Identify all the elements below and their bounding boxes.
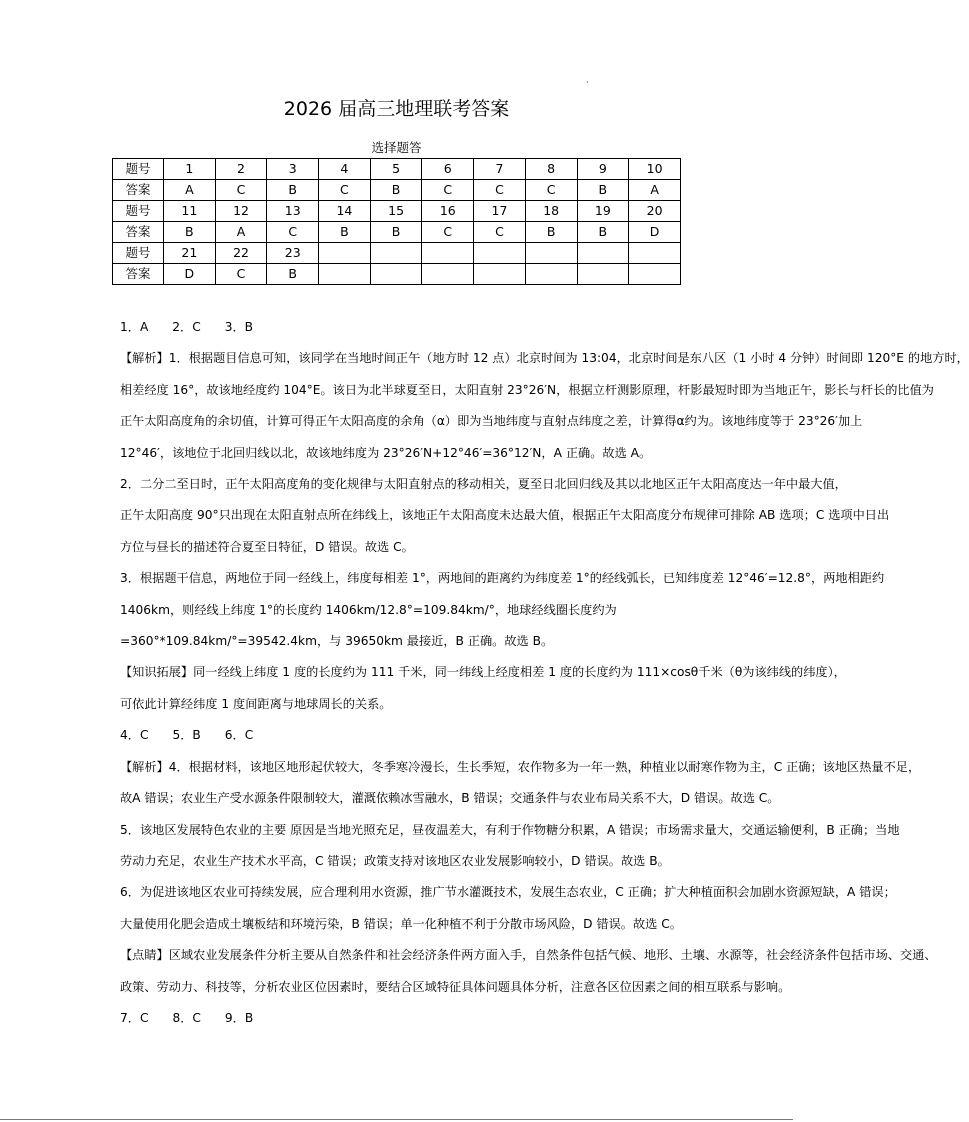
knowledge-note-line: 【知识拓展】同一经线上纬度 1 度的长度约为 111 千米，同一纬线上经度相差 1 度的长度约为 111×cosθ千米（θ为该纬线的纬度）， xyxy=(120,665,846,680)
table-cell xyxy=(319,264,371,285)
table-cell xyxy=(525,264,577,285)
table-cell: 6 xyxy=(422,159,474,180)
table-cell xyxy=(422,264,474,285)
table-cell: C xyxy=(474,180,526,201)
table-cell xyxy=(525,243,577,264)
page-bottom-rule xyxy=(0,1119,793,1120)
table-cell: C xyxy=(215,264,267,285)
explanation-line: 【解析】4．根据材料，该地区地形起伏较大，冬季寒冷漫长，生长季短，农作物多为一年一熟，种植业以耐寒作物为主，C 正确；该地区热量不足， xyxy=(120,759,921,774)
table-row xyxy=(113,159,681,180)
table-cell: 3 xyxy=(267,159,319,180)
table-cell xyxy=(474,243,526,264)
summary-note-line: 【点睛】区域农业发展条件分析主要从自然条件和社会经济条件两方面入手，自然条件包括气候、地形、土壤、水源等，社会经济条件包括市场、交通、 xyxy=(120,948,937,963)
table-cell: C xyxy=(319,180,371,201)
explanation-line: 相差经度 16°，故该地经度约 104°E。该日为北半球夏至日，太阳直射 23°26′N，根据立杆测影原理，杆影最短时即为当地正午，影长与杆长的比值为 xyxy=(120,382,934,397)
table-cell xyxy=(370,264,422,285)
table-cell: C xyxy=(267,222,319,243)
table-cell: B xyxy=(319,222,371,243)
answer-line xyxy=(120,312,676,343)
table-cell: A xyxy=(164,180,216,201)
table-cell xyxy=(422,243,474,264)
table-cell: 5 xyxy=(370,159,422,180)
table-cell: 11 xyxy=(164,201,216,222)
table-cell xyxy=(577,264,629,285)
explanation-line: 5．该地区发展特色农业的主要 原因是当地光照充足，昼夜温差大，有利于作物糖分积累，A 错误；市场需求量大，交通运输便利，B 正确；当地 xyxy=(120,822,900,837)
table-cell: 16 xyxy=(422,201,474,222)
table-cell xyxy=(629,243,681,264)
table-cell: A xyxy=(215,222,267,243)
explanation-line: 1406km，则经线上纬度 1°的长度约 1406km/12.8°=109.84km/°，地球经线圈长度约为 xyxy=(120,602,617,617)
table-cell: 10 xyxy=(629,159,681,180)
explanation-line: 【解析】1．根据题目信息可知，该同学在当地时间正午（地方时 12 点）北京时间为 13:04，北京时间是东八区（1 小时 4 分钟）时间即 120°E 的地方时， xyxy=(120,351,969,366)
table-cell xyxy=(319,243,371,264)
table-cell: 8 xyxy=(525,159,577,180)
page-title: 2026 届高三地理联考答案 xyxy=(283,98,510,120)
knowledge-note-line: 可依此计算经纬度 1 度间距离与地球周长的关系。 xyxy=(120,696,392,711)
table-cell: 21 xyxy=(164,243,216,264)
explanation-line: 12°46′，该地位于北回归线以北，故该地纬度为 23°26′N+12°46′=36°12′N，A 正确。故选 A。 xyxy=(120,445,652,460)
explanation-line: 方位与昼长的描述符合夏至日特征，D 错误。故选 C。 xyxy=(120,539,414,554)
table-cell: 2 xyxy=(215,159,267,180)
table-cell: 7 xyxy=(474,159,526,180)
row-header-cell: 题号 xyxy=(113,201,164,222)
page-mark: · xyxy=(586,78,589,87)
table-cell: A xyxy=(629,180,681,201)
table-cell: 1 xyxy=(164,159,216,180)
table-cell: C xyxy=(474,222,526,243)
row-header-cell: 题号 xyxy=(113,159,164,180)
answer-line xyxy=(120,1003,676,1034)
explanation-line: 2．二分二至日时，正午太阳高度角的变化规律与太阳直射点的移动相关，夏至日北回归线及其以北地区正午太阳高度达一年中最大值， xyxy=(120,477,847,492)
answer-table xyxy=(112,158,681,285)
row-header-cell: 题号 xyxy=(113,243,164,264)
explanation-line: 正午太阳高度 90°只出现在太阳直射点所在纬线上，该地正午太阳高度未达最大值，根据正午太阳高度分布规律可排除 AB 选项；C 选项中日出 xyxy=(120,508,890,523)
answer-item: 8．C xyxy=(172,1010,201,1025)
answer-item: 2．C xyxy=(172,320,201,334)
table-cell xyxy=(629,264,681,285)
table-row xyxy=(113,243,681,264)
answer-table-body xyxy=(113,159,681,285)
summary-note-line: 政策、劳动力、科技等，分析农业区位因素时，要结合区域特征具体问题具体分析，注意各区位因素之间的相互联系与影响。 xyxy=(120,979,791,994)
table-cell: 13 xyxy=(267,201,319,222)
table-cell: B xyxy=(577,222,629,243)
answer-item: 4．C xyxy=(120,728,149,743)
table-cell: C xyxy=(422,180,474,201)
explanation-line: 大量使用化肥会造成土壤板结和环境污染，B 错误；单一化种植不利于分散市场风险，D 错误。故选 C。 xyxy=(120,916,682,931)
explanation-line: 故A 错误；农业生产受水源条件限制较大，灌溉依赖冰雪融水，B 错误；交通条件与农业布局关系不大，D 错误。故选 C。 xyxy=(120,791,780,806)
table-cell xyxy=(370,243,422,264)
answer-item: 9．B xyxy=(224,1010,254,1025)
explanation-body xyxy=(120,312,969,1034)
table-cell: 17 xyxy=(474,201,526,222)
table-cell: D xyxy=(164,264,216,285)
answer-item: 3．B xyxy=(224,320,254,334)
explanation-line: 6．为促进该地区农业可持续发展，应合理利用水资源，推广节水灌溉技术，发展生态农业，C 正确；扩大种植面积会加剧水资源短缺，A 错误； xyxy=(120,885,896,900)
section-title: 选择题答 xyxy=(371,140,422,155)
table-cell xyxy=(474,264,526,285)
table-cell: 18 xyxy=(525,201,577,222)
answer-line xyxy=(120,720,676,751)
table-cell: 23 xyxy=(267,243,319,264)
table-cell: B xyxy=(577,180,629,201)
table-row xyxy=(113,264,681,285)
explanation-line: 劳动力充足，农业生产技术水平高，C 错误；政策支持对该地区农业发展影响较小，D 错误。故选 B。 xyxy=(120,853,670,868)
row-header-cell: 答案 xyxy=(113,180,164,201)
table-cell: C xyxy=(215,180,267,201)
table-cell: 20 xyxy=(629,201,681,222)
table-cell: C xyxy=(525,180,577,201)
row-header-cell: 答案 xyxy=(113,264,164,285)
table-cell: D xyxy=(629,222,681,243)
table-cell: B xyxy=(370,222,422,243)
table-cell: 9 xyxy=(577,159,629,180)
table-cell: B xyxy=(525,222,577,243)
table-cell: 22 xyxy=(215,243,267,264)
table-cell: 12 xyxy=(215,201,267,222)
table-cell: B xyxy=(370,180,422,201)
table-cell: B xyxy=(267,264,319,285)
answer-item: 7．C xyxy=(120,1010,149,1025)
explanation-line: 3．根据题干信息，两地位于同一经线上，纬度每相差 1°，两地间的距离约为纬度差 1°的经线弧长，已知纬度差 12°46′=12.8°，两地相距约 xyxy=(120,571,885,586)
table-cell: B xyxy=(164,222,216,243)
table-row xyxy=(113,222,681,243)
explanation-line: =360°*109.84km/°=39542.4km，与 39650km 最接近，B 正确。故选 B。 xyxy=(120,634,554,649)
answer-item: 1．A xyxy=(120,320,149,334)
row-header-cell: 答案 xyxy=(113,222,164,243)
table-cell: B xyxy=(267,180,319,201)
table-cell: 15 xyxy=(370,201,422,222)
table-cell: 19 xyxy=(577,201,629,222)
answer-item: 5．B xyxy=(172,728,201,743)
table-cell: C xyxy=(422,222,474,243)
table-cell: 14 xyxy=(319,201,371,222)
explanation-line: 正午太阳高度角的余切值，计算可得正午太阳高度的余角（α）即为当地纬度与直射点纬度之差，计算得α约为。该地纬度等于 23°26′加上 xyxy=(120,414,863,429)
table-row xyxy=(113,201,681,222)
answer-item: 6．C xyxy=(224,728,254,743)
table-row xyxy=(113,180,681,201)
table-cell xyxy=(577,243,629,264)
table-cell: 4 xyxy=(319,159,371,180)
